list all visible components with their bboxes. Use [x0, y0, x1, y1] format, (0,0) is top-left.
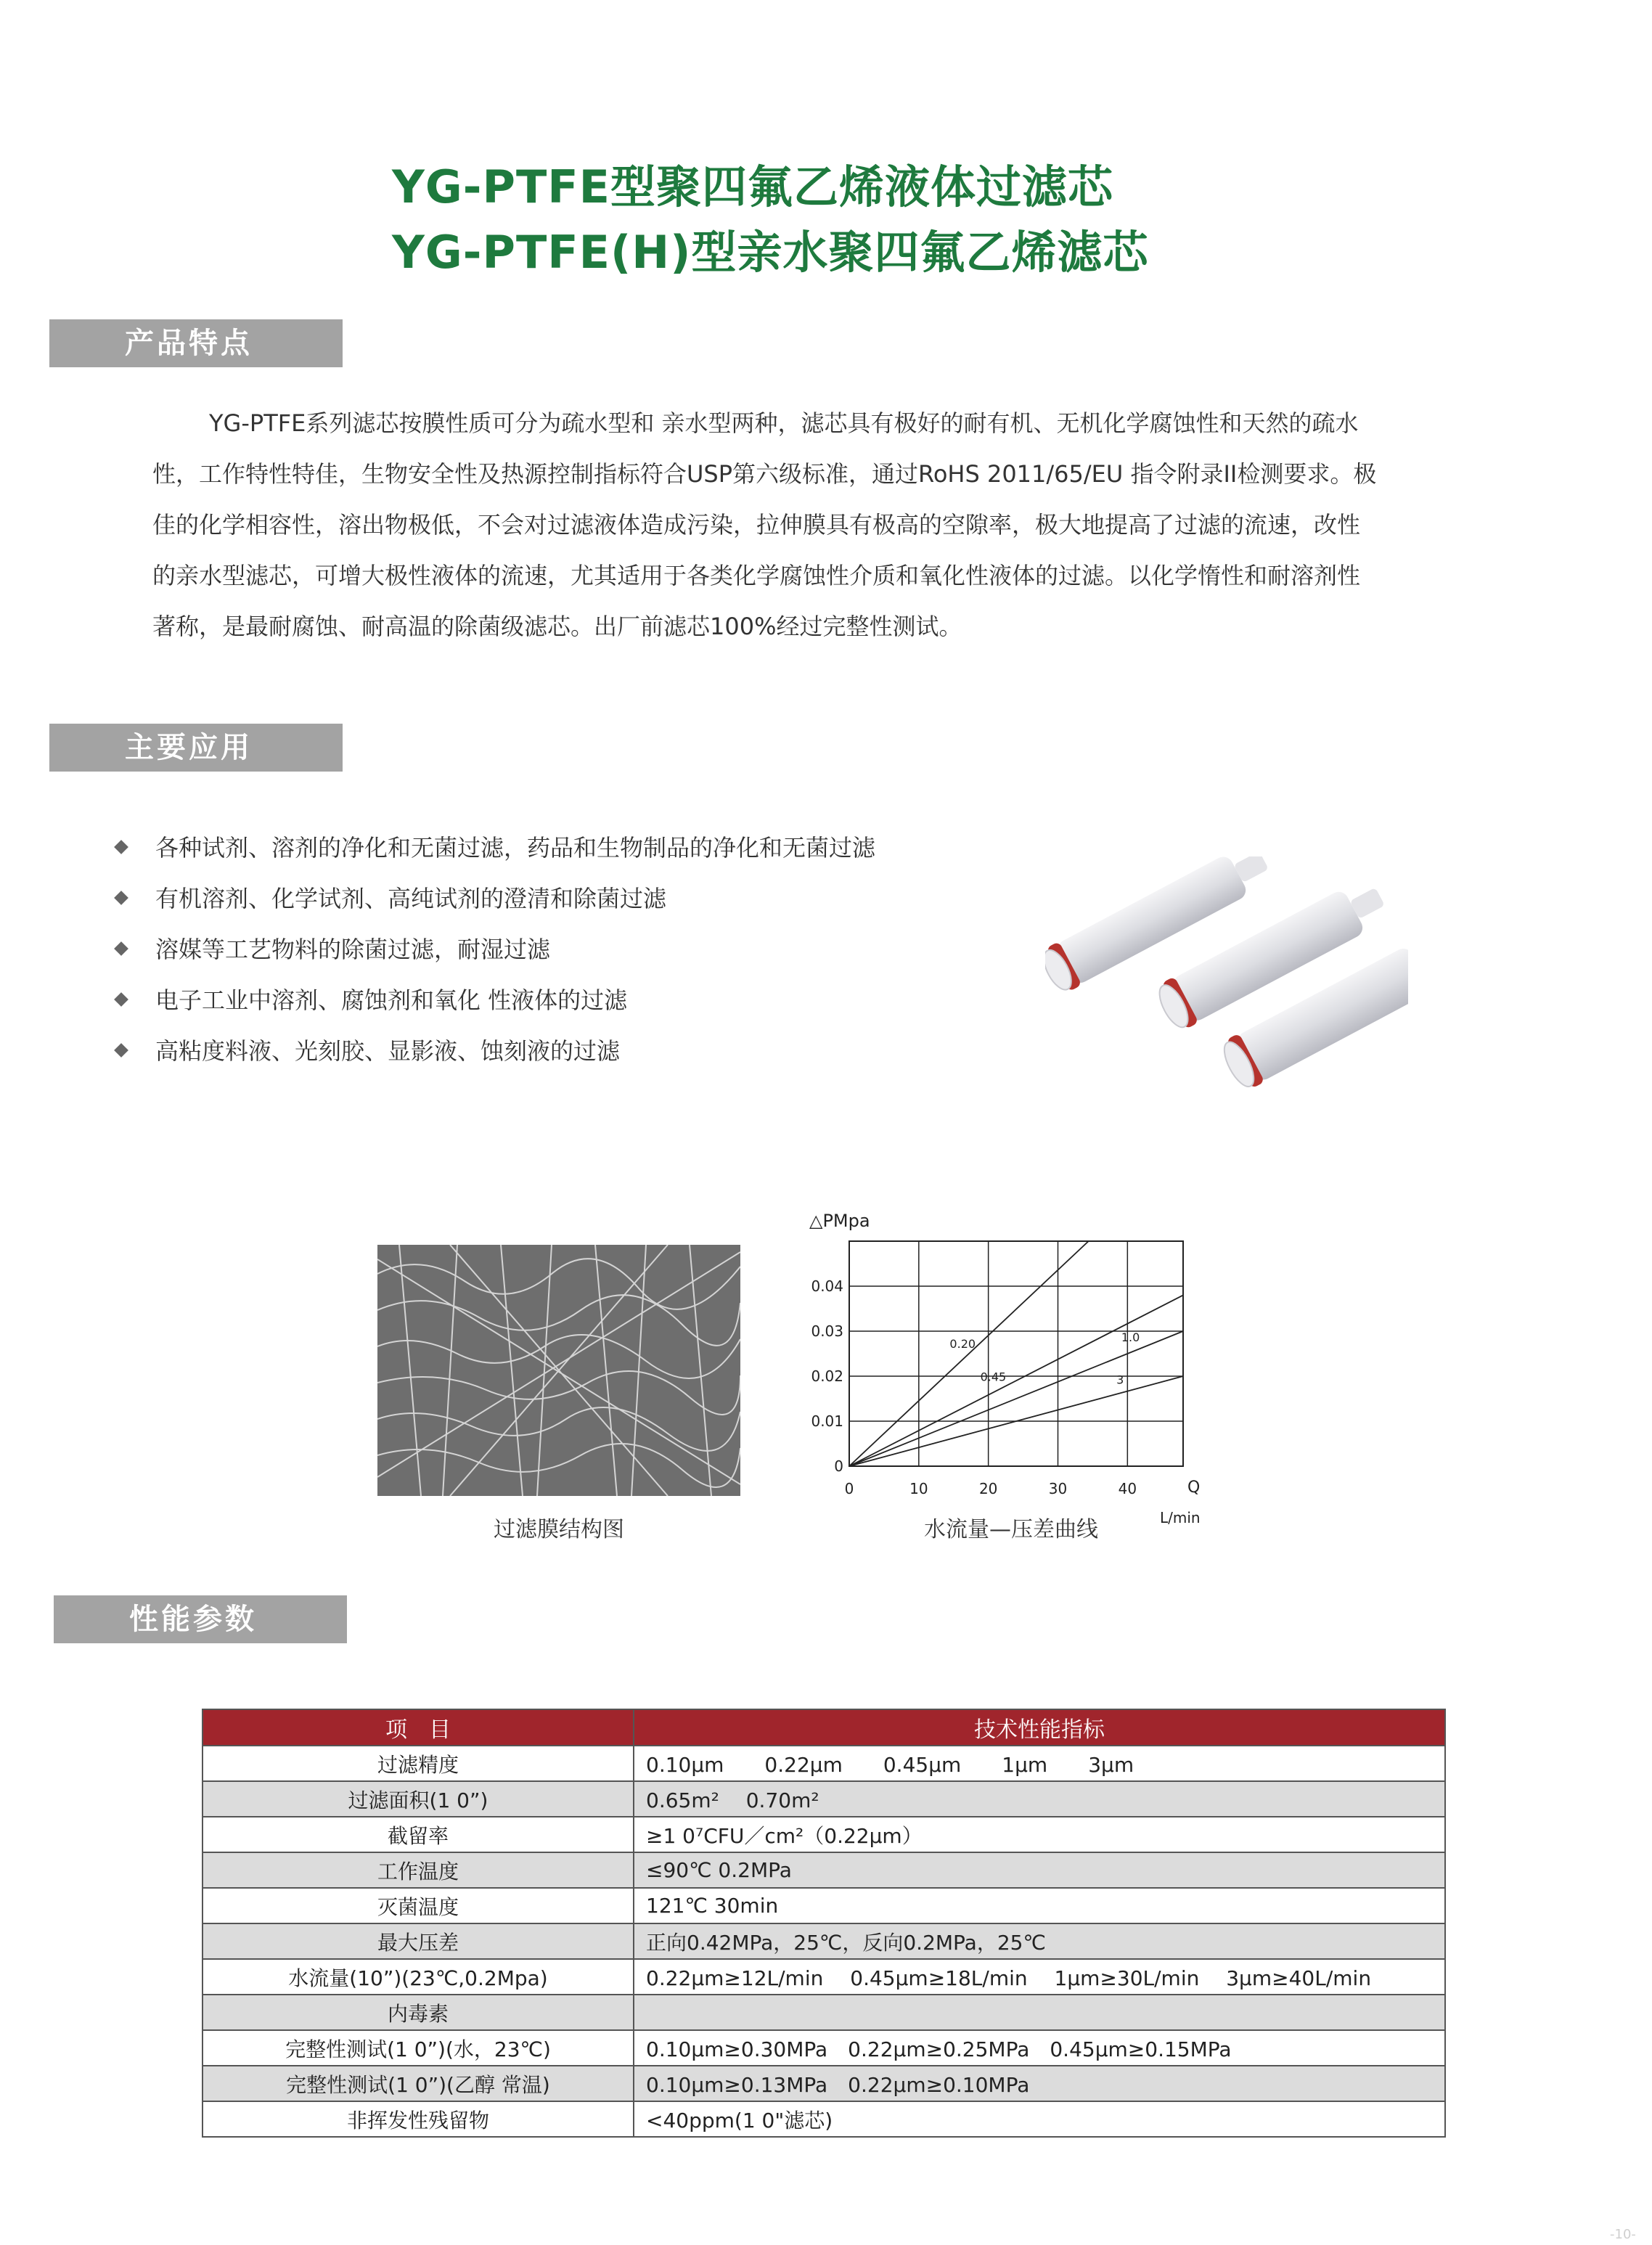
series-label: 0.45	[980, 1370, 1007, 1384]
x-axis-unit: L/min	[1160, 1509, 1201, 1526]
table-row	[203, 1995, 1445, 2030]
table-cell-item: 截留率	[203, 1817, 634, 1852]
diamond-bullet-icon	[114, 992, 128, 1007]
table-row	[203, 1781, 1445, 1817]
section-header-features: 产品特点	[49, 319, 343, 367]
title-line-1: YG-PTFE型聚四氟乙烯液体过滤芯	[392, 160, 1113, 213]
diamond-bullet-icon	[114, 1043, 128, 1058]
chart-frame	[849, 1241, 1183, 1466]
table-cell-item: 过滤精度	[203, 1746, 634, 1781]
table-cell-value: 正向0.42MPa，25℃，反向0.2MPa，25℃	[634, 1923, 1445, 1959]
series-line-0.45	[849, 1295, 1183, 1466]
series-line-0.20	[849, 1241, 1089, 1466]
table-cell-value: 0.10μm≥0.30MPa 0.22μm≥0.25MPa 0.45μm≥0.15MPa	[634, 2030, 1445, 2066]
list-item: 电子工业中溶剂、腐蚀剂和氧化 性液体的过滤	[116, 975, 875, 1026]
section-header-applications: 主要应用	[49, 724, 343, 772]
series-line-1.0	[849, 1331, 1183, 1466]
table-cell-value: 0.65m² 0.70m²	[634, 1781, 1445, 1817]
diamond-bullet-icon	[114, 891, 128, 905]
table-cell-item: 完整性测试(1 0”)(乙醇 常温)	[203, 2066, 634, 2101]
table-cell-value	[634, 1995, 1445, 2030]
series-label: 3	[1116, 1373, 1124, 1387]
features-line-3: 佳的化学相容性，溶出物极低，不会对过滤液体造成污染，拉伸膜具有极高的空隙率，极大地提高了过滤的流速，改性	[152, 511, 1361, 539]
x-tick-label: 30	[1048, 1480, 1068, 1497]
list-item: 有机溶剂、化学试剂、高纯试剂的澄清和除菌过滤	[116, 873, 875, 924]
y-tick-label: 0.04	[811, 1277, 843, 1295]
table-cell-item: 最大压差	[203, 1923, 634, 1959]
features-line-4: 的亲水型滤芯，可增大极性液体的流速，尤其适用于各类化学腐蚀性介质和氧化性液体的过滤。以化学惰性和耐溶剂性	[152, 562, 1361, 589]
x-tick-label: 20	[978, 1480, 998, 1497]
table-row	[203, 2066, 1445, 2101]
table-header-row	[203, 1709, 1445, 1746]
membrane-caption: 过滤膜结构图	[494, 1517, 624, 1542]
x-tick-label: 0	[844, 1480, 854, 1497]
page-number: -10-	[1610, 2227, 1636, 2242]
table-cell-value: 0.10μm 0.22μm 0.45μm 1μm 3μm	[634, 1746, 1445, 1781]
table-cell-item: 工作温度	[203, 1852, 634, 1888]
table-cell-item: 过滤面积(1 0”)	[203, 1781, 634, 1817]
features-line-2: 性，工作特性特佳，生物安全性及热源控制指标符合USP第六级标准，通过RoHS 2011/65/EU 指令附录II检测要求。极	[152, 460, 1377, 488]
title-line-2: YG-PTFE(H)型亲水聚四氟乙烯滤芯	[392, 226, 1149, 279]
diamond-bullet-icon	[114, 840, 128, 854]
table-header-item: 项 目	[203, 1709, 634, 1746]
table-row	[203, 2030, 1445, 2066]
list-item: 高粘度料液、光刻胶、显影液、蚀刻液的过滤	[116, 1026, 875, 1076]
table-row	[203, 1888, 1445, 1923]
table-row	[203, 1959, 1445, 1995]
filter-cartridges-image	[1045, 856, 1408, 1118]
membrane-structure-image	[377, 1245, 740, 1496]
y-axis-label: △PMpa	[809, 1211, 870, 1231]
features-line-1: YG-PTFE系列滤芯按膜性质可分为疏水型和 亲水型两种，滤芯具有极好的耐有机、无机化学腐蚀性和天然的疏水	[209, 409, 1359, 437]
x-axis-label: Q	[1187, 1479, 1201, 1497]
table-cell-value: 0.22μm≥12L/min 0.45μm≥18L/min 1μm≥30L/min 3μm≥40L/min	[634, 1959, 1445, 1995]
list-item: 溶媒等工艺物料的除菌过滤，耐湿过滤	[116, 924, 875, 975]
applications-list	[116, 822, 875, 1076]
table-row	[203, 2101, 1445, 2137]
series-label: 1.0	[1121, 1330, 1140, 1345]
table-row	[203, 1746, 1445, 1781]
table-cell-item: 内毒素	[203, 1995, 634, 2030]
table-cell-item: 非挥发性残留物	[203, 2101, 634, 2137]
series-label: 0.20	[949, 1337, 976, 1352]
chart-caption: 水流量—压差曲线	[924, 1517, 1098, 1542]
y-tick-label: 0	[834, 1457, 843, 1475]
features-paragraph	[152, 398, 1517, 652]
chart-series	[849, 1241, 1183, 1466]
y-tick-label: 0.01	[811, 1412, 843, 1430]
diamond-bullet-icon	[114, 941, 128, 956]
table-cell-item: 灭菌温度	[203, 1888, 634, 1923]
table-cell-value: <40ppm(1 0"滤芯)	[634, 2101, 1445, 2137]
flow-pressure-chart	[791, 1205, 1212, 1539]
table-cell-value: ≥1 0⁷CFU／cm²（0.22μm）	[634, 1817, 1445, 1852]
table-cell-value: 121℃ 30min	[634, 1888, 1445, 1923]
table-row	[203, 1852, 1445, 1888]
list-item: 各种试剂、溶剂的净化和无菌过滤，药品和生物制品的净化和无菌过滤	[116, 822, 875, 873]
chart-labels	[809, 1211, 1201, 1526]
table-cell-item: 水流量(10”)(23℃,0.2Mpa)	[203, 1959, 634, 1995]
chart-grid	[849, 1241, 1183, 1466]
table-row	[203, 1923, 1445, 1959]
y-tick-label: 0.03	[811, 1322, 843, 1340]
y-tick-label: 0.02	[811, 1367, 843, 1385]
table-row	[203, 1817, 1445, 1852]
section-header-params: 性能参数	[54, 1595, 347, 1643]
x-tick-label: 40	[1118, 1480, 1137, 1497]
features-line-5: 著称，是最耐腐蚀、耐高温的除菌级滤芯。出厂前滤芯100%经过完整性测试。	[152, 613, 962, 640]
table-header-spec: 技术性能指标	[634, 1709, 1445, 1746]
x-tick-label: 10	[909, 1480, 928, 1497]
table-cell-item: 完整性测试(1 0”)(水，23℃)	[203, 2030, 634, 2066]
table-cell-value: 0.10μm≥0.13MPa 0.22μm≥0.10MPa	[634, 2066, 1445, 2101]
table-cell-value: ≤90℃ 0.2MPa	[634, 1852, 1445, 1888]
spec-table	[202, 1709, 1446, 2138]
